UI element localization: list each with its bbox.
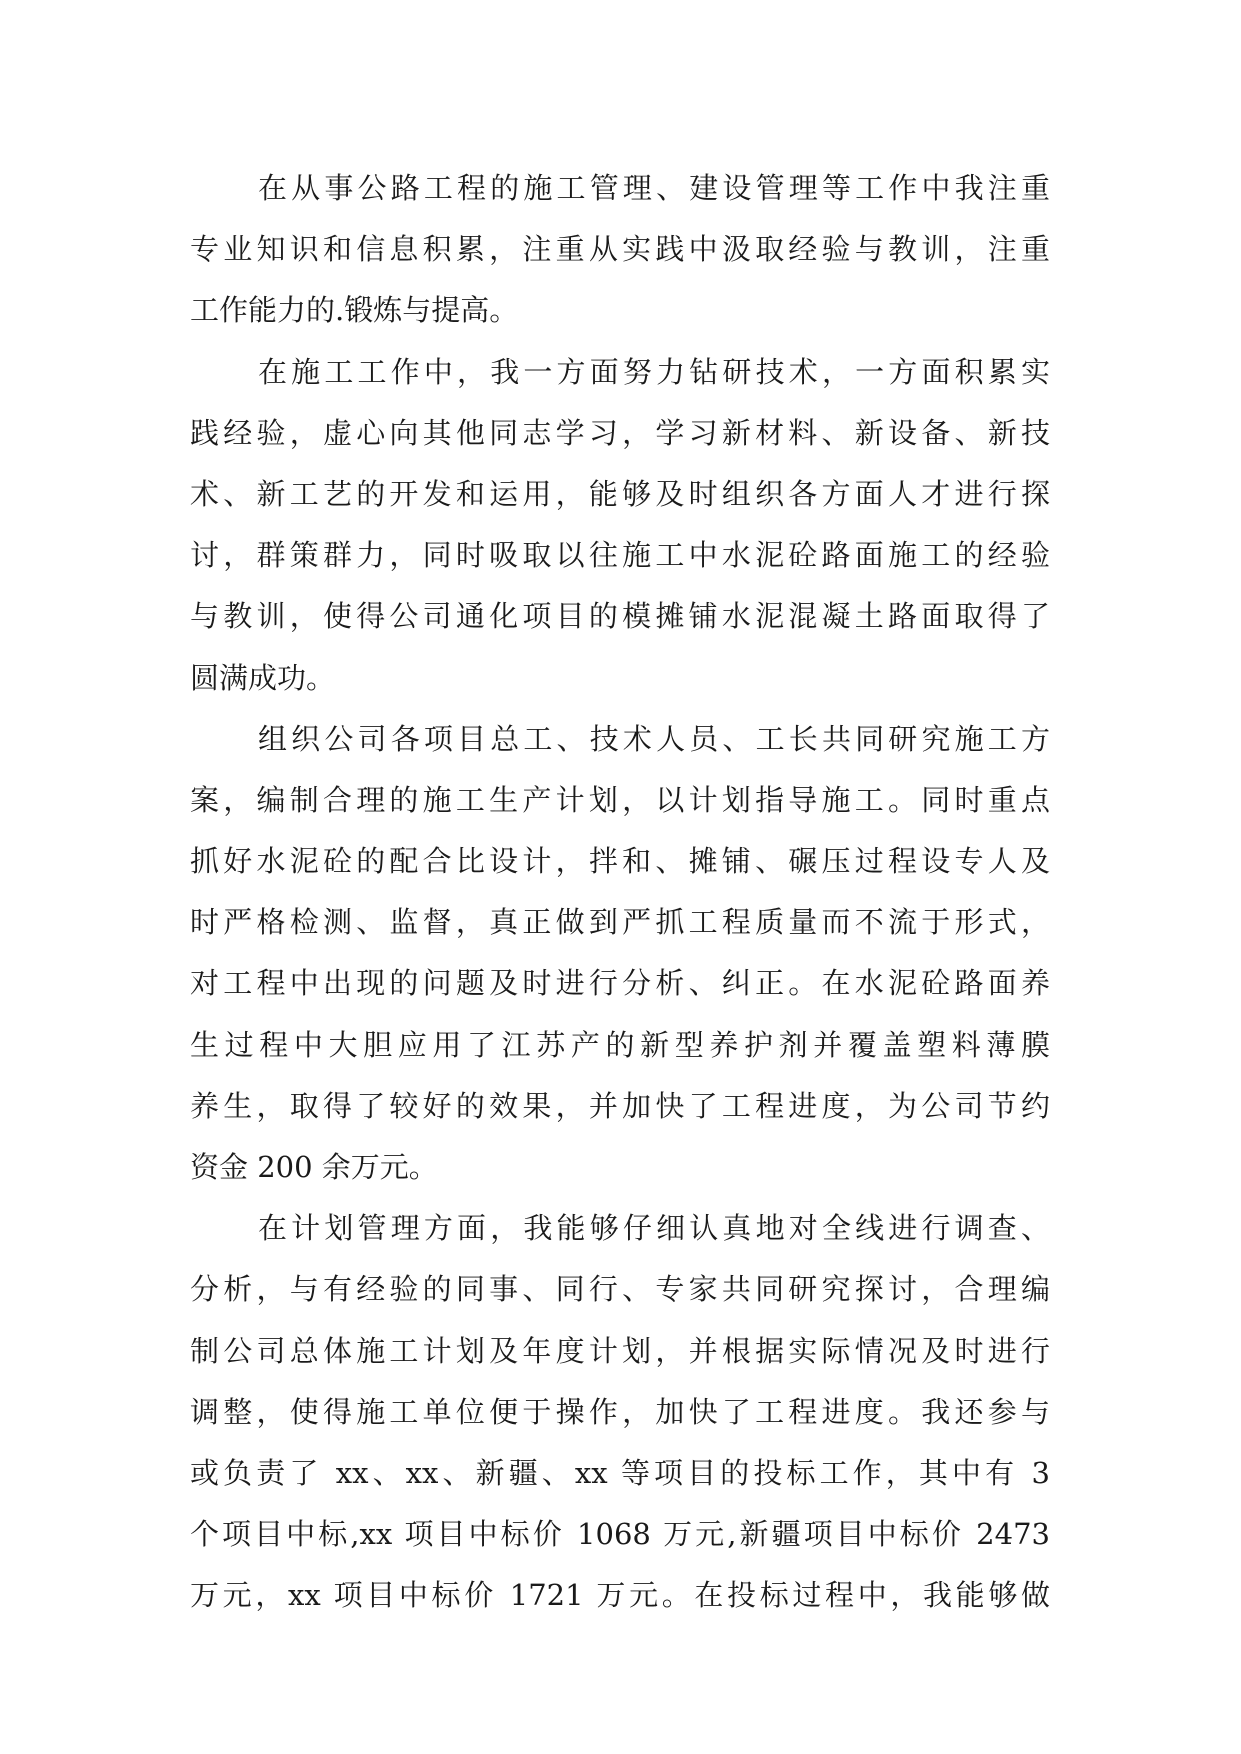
text-line: 资金 200 余万元。 bbox=[190, 1150, 438, 1184]
text-line: 践经验，虚心向其他同志学习，学习新材料、新设备、新技 bbox=[190, 415, 1050, 450]
text-line: 在计划管理方面，我能够仔细认真地对全线进行调查、 bbox=[258, 1211, 1050, 1246]
text-line: 术、新工艺的开发和运用，能够及时组织各方面人才进行探 bbox=[190, 476, 1050, 511]
text-line: 组织公司各项目总工、技术人员、工长共同研究施工方 bbox=[258, 721, 1050, 756]
paragraph-3 bbox=[190, 709, 1050, 1199]
text-line: 时严格检测、监督，真正做到严抓工程质量而不流于形式， bbox=[190, 905, 1050, 940]
text-line: 抓好水泥砼的配合比设计，拌和、摊铺、碾压过程设专人及 bbox=[190, 844, 1050, 879]
paragraph-2 bbox=[190, 342, 1050, 709]
text-line: 工作能力的.锻炼与提高。 bbox=[190, 293, 519, 328]
text-line: 个项目中标,xx 项目中标价 1068 万元,新疆项目中标价 2473 bbox=[190, 1517, 1050, 1552]
text-line: 圆满成功。 bbox=[190, 660, 336, 695]
text-line: 对工程中出现的问题及时进行分析、纠正。在水泥砼路面养 bbox=[190, 966, 1050, 1001]
text-line: 生过程中大胆应用了江苏产的新型养护剂并覆盖塑料薄膜 bbox=[190, 1027, 1050, 1062]
text-line: 专业知识和信息积累，注重从实践中汲取经验与教训，注重 bbox=[190, 232, 1050, 267]
text-line: 在从事公路工程的施工管理、建设管理等工作中我注重 bbox=[258, 171, 1050, 205]
text-line: 与教训，使得公司通化项目的模摊铺水泥混凝土路面取得了 bbox=[190, 599, 1050, 634]
text-line: 在施工工作中，我一方面努力钻研技术，一方面积累实 bbox=[258, 354, 1050, 389]
text-line: 调整，使得施工单位便于操作，加快了工程进度。我还参与 bbox=[190, 1394, 1050, 1429]
text-line: 万元，xx 项目中标价 1721 万元。在投标过程中，我能够做 bbox=[190, 1578, 1050, 1613]
document-body bbox=[190, 158, 1050, 1627]
text-line: 制公司总体施工计划及年度计划，并根据实际情况及时进行 bbox=[190, 1333, 1050, 1368]
text-line: 分析，与有经验的同事、同行、专家共同研究探讨，合理编 bbox=[190, 1272, 1050, 1307]
text-line: 案，编制合理的施工生产计划，以计划指导施工。同时重点 bbox=[190, 782, 1050, 817]
text-line: 讨，群策群力，同时吸取以往施工中水泥砼路面施工的经验 bbox=[190, 538, 1050, 573]
text-line: 养生，取得了较好的效果，并加快了工程进度，为公司节约 bbox=[190, 1088, 1050, 1123]
paragraph-4 bbox=[190, 1198, 1050, 1626]
text-line: 或负责了 xx、xx、新疆、xx 等项目的投标工作，其中有 3 bbox=[190, 1455, 1050, 1490]
paragraph-1 bbox=[190, 158, 1050, 342]
